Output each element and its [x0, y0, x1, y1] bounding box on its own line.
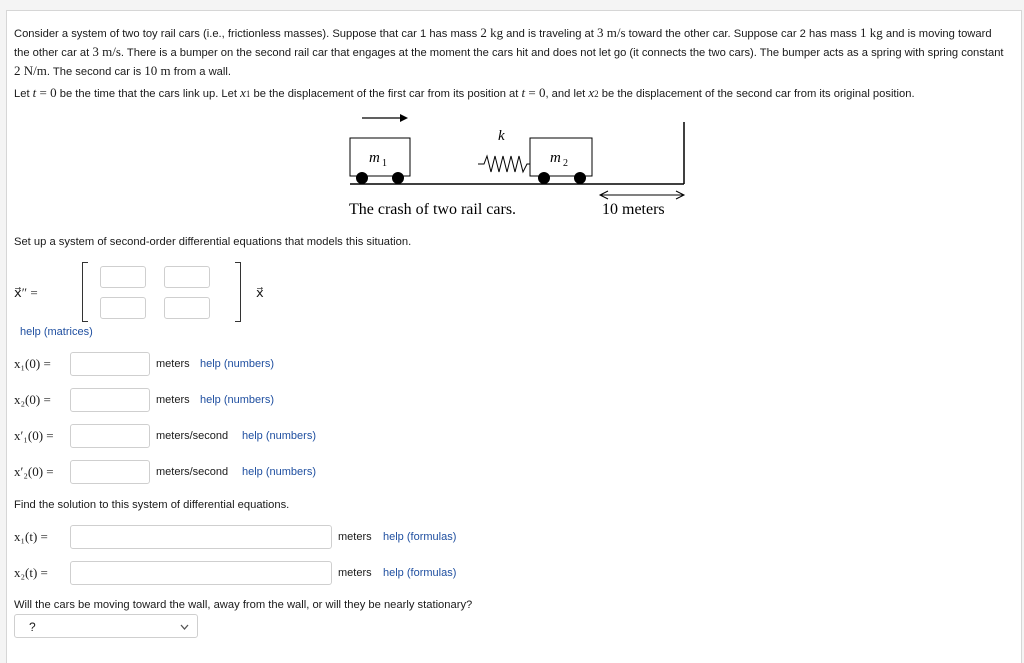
problem-paragraph-2: Let t = 0 be the time that the cars link up. Let x1 be the displacement of the first car from its position at t = 0, and let x2 be the displacement of the second car from its original position.	[14, 85, 915, 100]
matrix-left-bracket	[82, 262, 88, 322]
spring-label: k	[498, 128, 505, 144]
matrix-rhs: x⃗	[256, 285, 264, 300]
car2-body	[530, 138, 592, 176]
spring-constant: 2 N/m	[14, 63, 47, 78]
car2-mass: 1 kg	[859, 25, 883, 40]
car2-velocity: 3 m/s	[92, 44, 121, 59]
rail-cars-figure	[334, 104, 688, 216]
x2-solution-unit: meters	[338, 567, 372, 579]
x2-velocity-input[interactable]	[70, 460, 150, 484]
x1-solution-label: x₁(t) =	[14, 529, 48, 544]
x1-solution-input[interactable]	[70, 525, 332, 549]
car1-velocity: 3 m/s	[596, 25, 626, 40]
spring-bumper	[478, 156, 530, 172]
car1-label: m	[369, 150, 380, 166]
x1-initial-label: x₁(0) =	[14, 356, 51, 371]
x1-velocity-unit: meters/second	[156, 430, 229, 442]
section-motion-prompt: Will the cars be moving toward the wall, away from the wall, or will they be nearly stationary?	[14, 599, 473, 611]
wall-distance: 10 m	[144, 63, 171, 78]
x1-initial-input[interactable]	[70, 352, 150, 376]
matrix-cell-2-2[interactable]	[164, 297, 210, 319]
matrix-right-bracket	[235, 262, 241, 322]
distance-label: 10 meters	[602, 201, 665, 216]
x2-initial-input[interactable]	[70, 388, 150, 412]
x2-solution-help-link[interactable]: help (formulas)	[383, 567, 457, 579]
matrix-lhs: x⃗″ =	[14, 285, 38, 300]
section-setup-prompt: Set up a system of second-order differential equations that models this situation.	[14, 236, 412, 248]
x2-initial-unit: meters	[156, 394, 190, 406]
x2-solution-label: x₂(t) =	[14, 565, 48, 580]
car1-mass: 2 kg	[480, 25, 504, 40]
car1-wheel-right	[392, 172, 404, 184]
car2-wheel-left	[538, 172, 550, 184]
x2-velocity-unit: meters/second	[156, 466, 229, 478]
x1-initial-unit: meters	[156, 358, 190, 370]
motion-direction-select[interactable]	[14, 614, 198, 638]
x1-velocity-label: x′₁(0) =	[14, 428, 54, 443]
car1-label-sub: 1	[382, 158, 387, 169]
section-solution-prompt: Find the solution to this system of differential equations.	[14, 499, 290, 511]
car1-body	[350, 138, 410, 176]
x1-velocity-input[interactable]	[70, 424, 150, 448]
matrix-cell-1-1[interactable]	[100, 266, 146, 288]
velocity-arrow-head-icon	[400, 114, 408, 122]
x1-velocity-help-link[interactable]: help (numbers)	[242, 430, 316, 442]
car2-wheel-right	[574, 172, 586, 184]
x2-initial-label: x₂(0) =	[14, 392, 51, 407]
car1-wheel-left	[356, 172, 368, 184]
figure-caption: The crash of two rail cars.	[349, 201, 517, 216]
matrix-cell-2-1[interactable]	[100, 297, 146, 319]
x2-solution-input[interactable]	[70, 561, 332, 585]
rail-cars-diagram	[334, 104, 688, 216]
x1-solution-unit: meters	[338, 531, 372, 543]
car2-label: m	[550, 150, 561, 166]
x2-velocity-label: x′₂(0) =	[14, 464, 54, 479]
car2-label-sub: 2	[563, 158, 568, 169]
x1-solution-help-link[interactable]: help (formulas)	[383, 531, 457, 543]
x2-velocity-help-link[interactable]: help (numbers)	[242, 466, 316, 478]
chevron-down-icon	[180, 624, 189, 630]
select-value: ?	[29, 620, 36, 634]
x2-initial-help-link[interactable]: help (numbers)	[200, 394, 274, 406]
x1-initial-help-link[interactable]: help (numbers)	[200, 358, 274, 370]
matrix-cell-1-2[interactable]	[164, 266, 210, 288]
help-matrices-link[interactable]: help (matrices)	[20, 326, 93, 338]
problem-paragraph-1: Consider a system of two toy rail cars (i.e., frictionless masses). Suppose that car 1 has mass 2 kg and is traveling at 3 m/s toward the other car. Suppose car 2 has mass 1 kg and is moving toward the other car at 3 m/s. There is a bumper on the second rail car that engages at the moment the cars hit and does not let go (it connects the two cars). The bumper acts as a spring with spring constant 2 N/m. The second car is 10 m from a wall.	[14, 25, 1004, 78]
